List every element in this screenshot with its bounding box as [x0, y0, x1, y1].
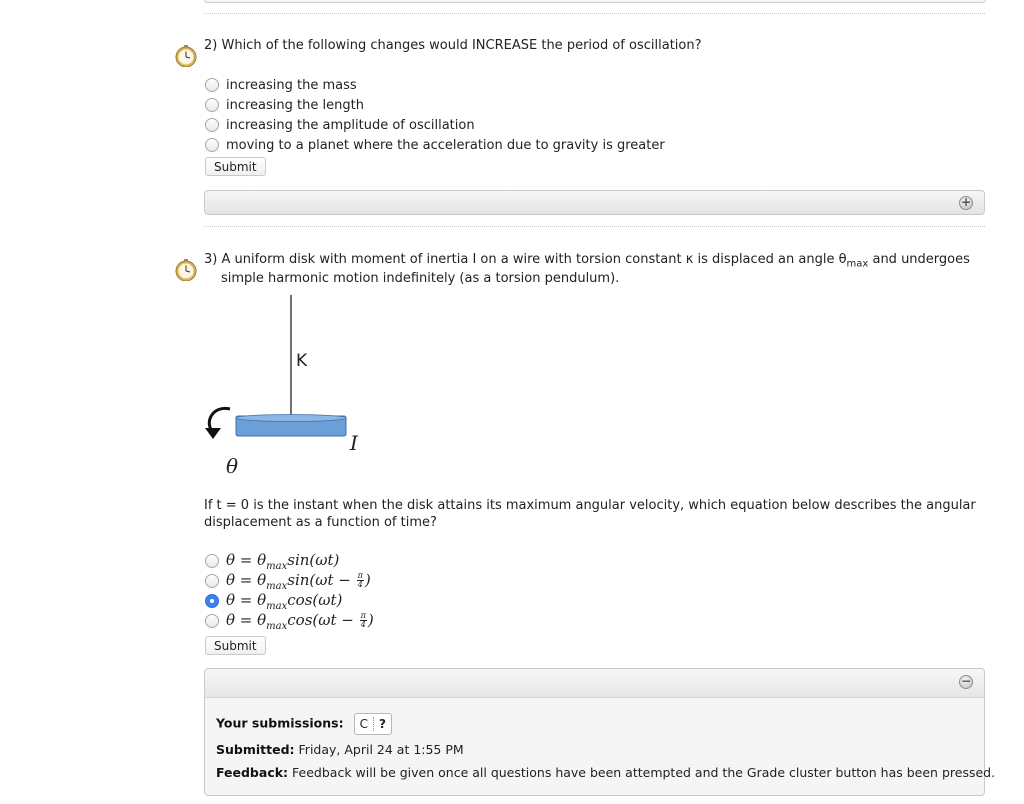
q2-choice-3-label: increasing the amplitude of oscillation	[226, 117, 475, 133]
submission-status: ?	[379, 717, 386, 731]
q3-choice-4[interactable]	[205, 611, 374, 631]
expand-icon[interactable]: +	[960, 195, 972, 209]
feedback-value: Feedback will be given once all questions have been attempted and the Grade cluster button has been pressed.	[292, 765, 996, 780]
inertia-label: I	[350, 431, 358, 455]
feedback-label: Feedback:	[216, 765, 289, 780]
q3-submit-button[interactable]: Submit	[205, 636, 266, 655]
radio-button[interactable]	[205, 614, 219, 628]
stopwatch-icon	[175, 259, 197, 281]
radio-button[interactable]	[205, 118, 219, 132]
question-3-line1-end: and undergoes	[868, 252, 970, 267]
torsion-pendulum-figure	[196, 292, 376, 482]
submitted-value: Friday, April 24 at 1:55 PM	[298, 742, 464, 757]
pi-over-4: $\frac{\pi}{4}$	[357, 571, 363, 589]
submitted-label: Submitted:	[216, 742, 295, 757]
q2-choice-2[interactable]	[205, 95, 364, 115]
theta-max-subscript: max	[846, 258, 869, 270]
q3-choice-4-equation: $\theta = \theta_{max}\cos(\omega t$ − $\frac{\pi}{4}$ )	[226, 610, 374, 632]
kappa-label: Κ	[296, 351, 308, 371]
q2-choice-3[interactable]	[205, 115, 475, 135]
question-2-text: 2) Which of the following changes would INCREASE the period of oscillation?	[204, 38, 702, 53]
question-3-line1: 3) A uniform disk with moment of inertia I on a wire with torsion constant κ is displaced an angle θ	[204, 252, 847, 267]
q2-choice-4-label: moving to a planet where the acceleration due to gravity is greater	[226, 137, 665, 153]
submission-answer: C	[359, 717, 368, 731]
question-3-prompt-line1: If t = 0 is the instant when the disk attains its maximum angular velocity, which equation below describes the angular	[204, 498, 976, 513]
theta-label: θ	[226, 454, 239, 478]
question-3-prompt-line2: displacement as a function of time?	[204, 515, 437, 530]
previous-feedback-panel	[204, 0, 986, 3]
q2-submit-button[interactable]: Submit	[205, 157, 266, 176]
q3-choice-3[interactable]	[205, 591, 342, 611]
q3-choice-1-equation: $\theta = \theta_{max}\sin(\omega t)$	[226, 550, 340, 572]
submitted-row	[216, 742, 464, 757]
submission-box[interactable]	[354, 713, 392, 735]
feedback-panel-header[interactable]	[205, 669, 984, 698]
question-3-line2: simple harmonic motion indefinitely (as a torsion pendulum).	[221, 271, 620, 286]
disk-top	[236, 415, 346, 422]
stopwatch-icon	[175, 45, 197, 67]
divider	[204, 226, 985, 227]
q2-choice-2-label: increasing the length	[226, 97, 364, 113]
pi-over-4: $\frac{\pi}{4}$	[360, 611, 366, 629]
q3-choice-3-equation: $\theta = \theta_{max}\cos(\omega t)$	[226, 590, 343, 612]
submissions-row	[216, 713, 392, 735]
divider	[204, 13, 985, 14]
rotation-arrowhead	[205, 428, 221, 439]
q3-choice-2-equation: $\theta = \theta_{max}\sin(\omega t$ − $\frac{\pi}{4}$ )	[226, 570, 371, 592]
radio-button-selected[interactable]	[205, 594, 219, 608]
q2-feedback-panel[interactable]	[204, 190, 985, 215]
feedback-row	[216, 765, 995, 780]
radio-button[interactable]	[205, 574, 219, 588]
radio-button[interactable]	[205, 554, 219, 568]
q3-feedback-panel	[204, 668, 996, 796]
q2-choice-1-label: increasing the mass	[226, 77, 357, 93]
radio-button[interactable]	[205, 78, 219, 92]
q2-choice-1[interactable]	[205, 75, 357, 95]
q2-choice-4[interactable]	[205, 135, 665, 155]
radio-button[interactable]	[205, 98, 219, 112]
q3-choice-1[interactable]	[205, 551, 339, 571]
radio-button[interactable]	[205, 138, 219, 152]
q3-choice-2[interactable]	[205, 571, 371, 591]
submissions-label: Your submissions:	[216, 715, 344, 731]
collapse-icon[interactable]: −	[960, 674, 972, 688]
